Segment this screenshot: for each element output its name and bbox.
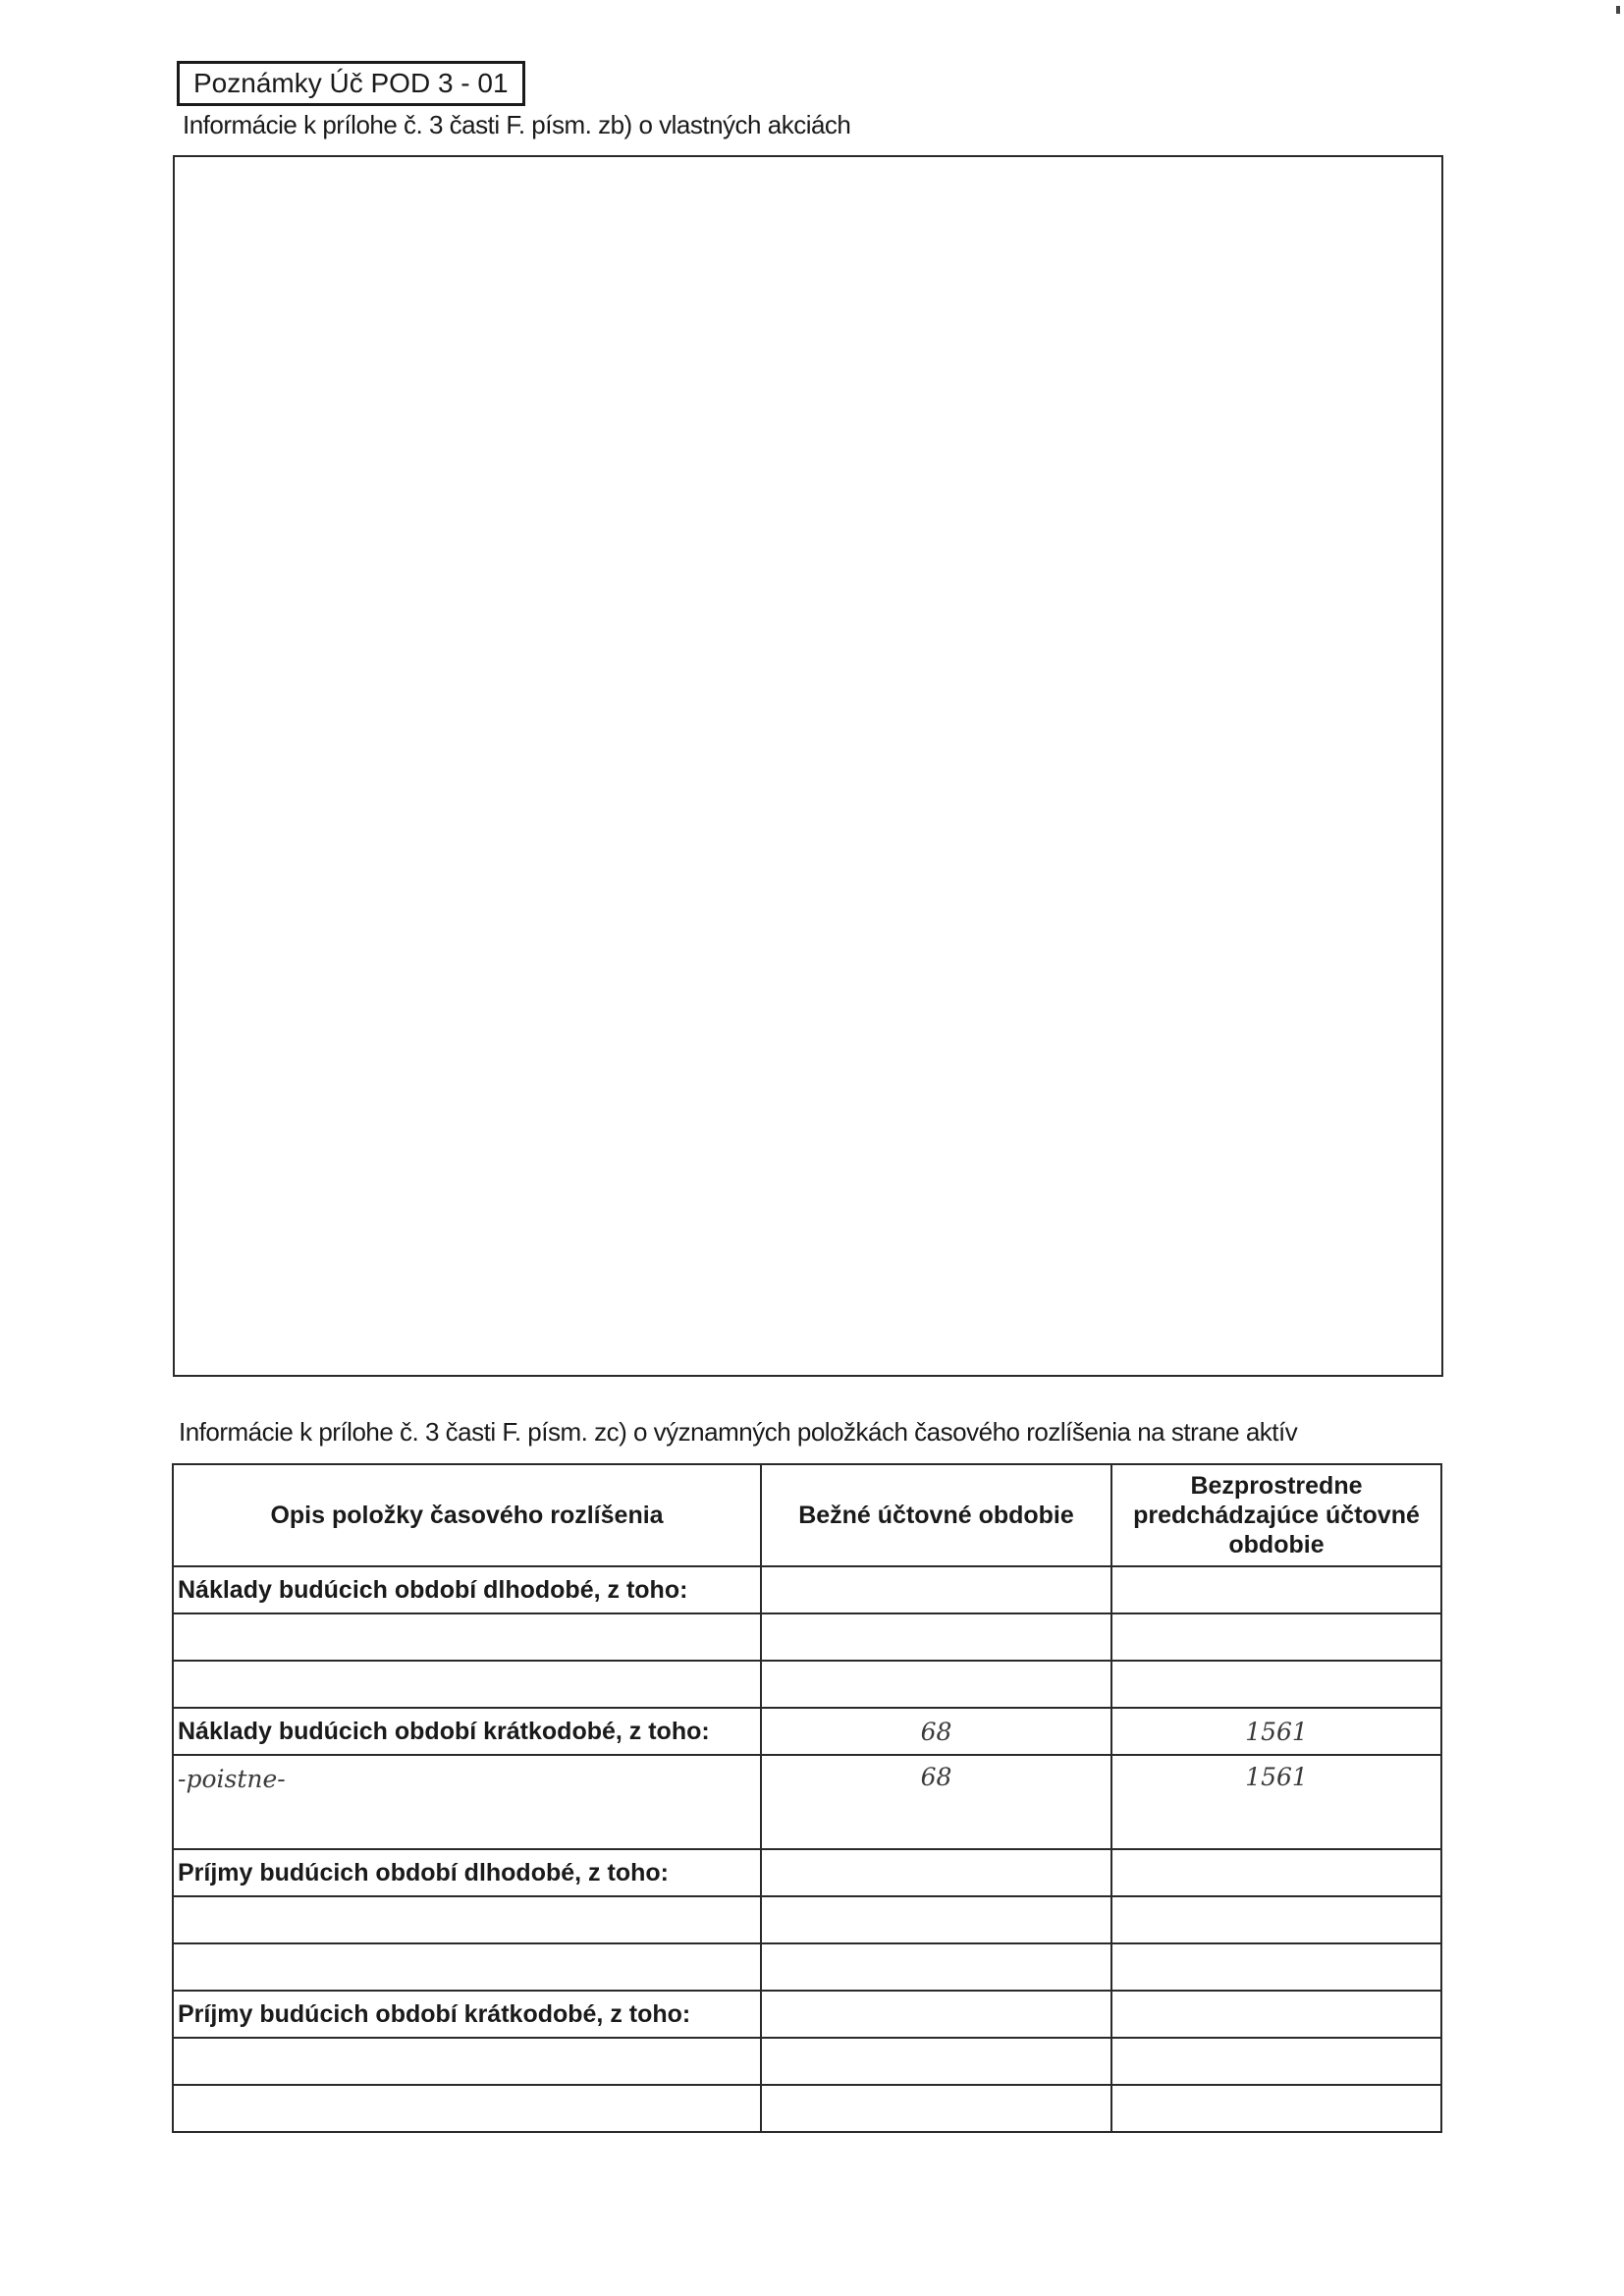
row-label <box>173 1943 761 1991</box>
table-row <box>173 1566 1441 1613</box>
row-current-value <box>761 1943 1111 1991</box>
row-label: Náklady budúcich období krátkodobé, z toho: <box>173 1708 761 1755</box>
row-label: Príjmy budúcich období dlhodobé, z toho: <box>173 1849 761 1896</box>
row-previous-value <box>1111 1566 1441 1613</box>
header-description: Opis položky časového rozlíšenia <box>173 1464 761 1566</box>
row-previous-value <box>1111 1613 1441 1661</box>
row-label <box>173 1661 761 1708</box>
row-current-value <box>761 1849 1111 1896</box>
row-label <box>173 2038 761 2085</box>
row-current-value <box>761 1566 1111 1613</box>
row-current-value <box>761 1896 1111 1943</box>
table-row <box>173 1708 1441 1755</box>
row-current-value <box>761 1991 1111 2038</box>
table-row <box>173 2038 1441 2085</box>
row-previous-value <box>1111 1943 1441 1991</box>
row-previous-value <box>1111 1896 1441 1943</box>
accruals-table <box>172 1463 1442 2133</box>
row-previous-value <box>1111 1991 1441 2038</box>
table-row <box>173 1896 1441 1943</box>
table-row <box>173 1755 1441 1849</box>
row-previous-value: 1561 <box>1111 1708 1441 1755</box>
row-label: Príjmy budúcich období krátkodobé, z toho: <box>173 1991 761 2038</box>
header-current-period: Bežné účtovné obdobie <box>761 1464 1111 1566</box>
row-label: Náklady budúcich období dlhodobé, z toho: <box>173 1566 761 1613</box>
own-shares-content-box <box>173 155 1443 1377</box>
row-previous-value <box>1111 2085 1441 2132</box>
header-previous-period: Bezprostredne predchádzajúce účtovné obdobie <box>1111 1464 1441 1566</box>
row-label <box>173 1613 761 1661</box>
table-row <box>173 1991 1441 2038</box>
table-row <box>173 1661 1441 1708</box>
row-previous-value <box>1111 1661 1441 1708</box>
table-header-row <box>173 1464 1441 1566</box>
table-row <box>173 1943 1441 1991</box>
form-code-badge: Poznámky Úč POD 3 - 01 <box>177 61 525 106</box>
row-previous-value <box>1111 1849 1441 1896</box>
table-row <box>173 2085 1441 2132</box>
row-current-value <box>761 2085 1111 2132</box>
table-row <box>173 1613 1441 1661</box>
scan-artifact-mark <box>1616 6 1620 14</box>
row-label <box>173 2085 761 2132</box>
row-previous-value: 1561 <box>1111 1755 1441 1849</box>
row-current-value: 68 <box>761 1708 1111 1755</box>
row-current-value: 68 <box>761 1755 1111 1849</box>
table-row <box>173 1849 1441 1896</box>
row-label-handwritten: -poistne- <box>173 1755 761 1849</box>
row-current-value <box>761 1661 1111 1708</box>
row-current-value <box>761 2038 1111 2085</box>
row-previous-value <box>1111 2038 1441 2085</box>
row-current-value <box>761 1613 1111 1661</box>
row-label <box>173 1896 761 1943</box>
section-title-own-shares: Informácie k prílohe č. 3 časti F. písm. zb) o vlastných akciách <box>183 110 851 139</box>
section-title-accruals: Informácie k prílohe č. 3 časti F. písm. zc) o významných položkách časového rozlíšenia na strane aktív <box>179 1417 1298 1447</box>
